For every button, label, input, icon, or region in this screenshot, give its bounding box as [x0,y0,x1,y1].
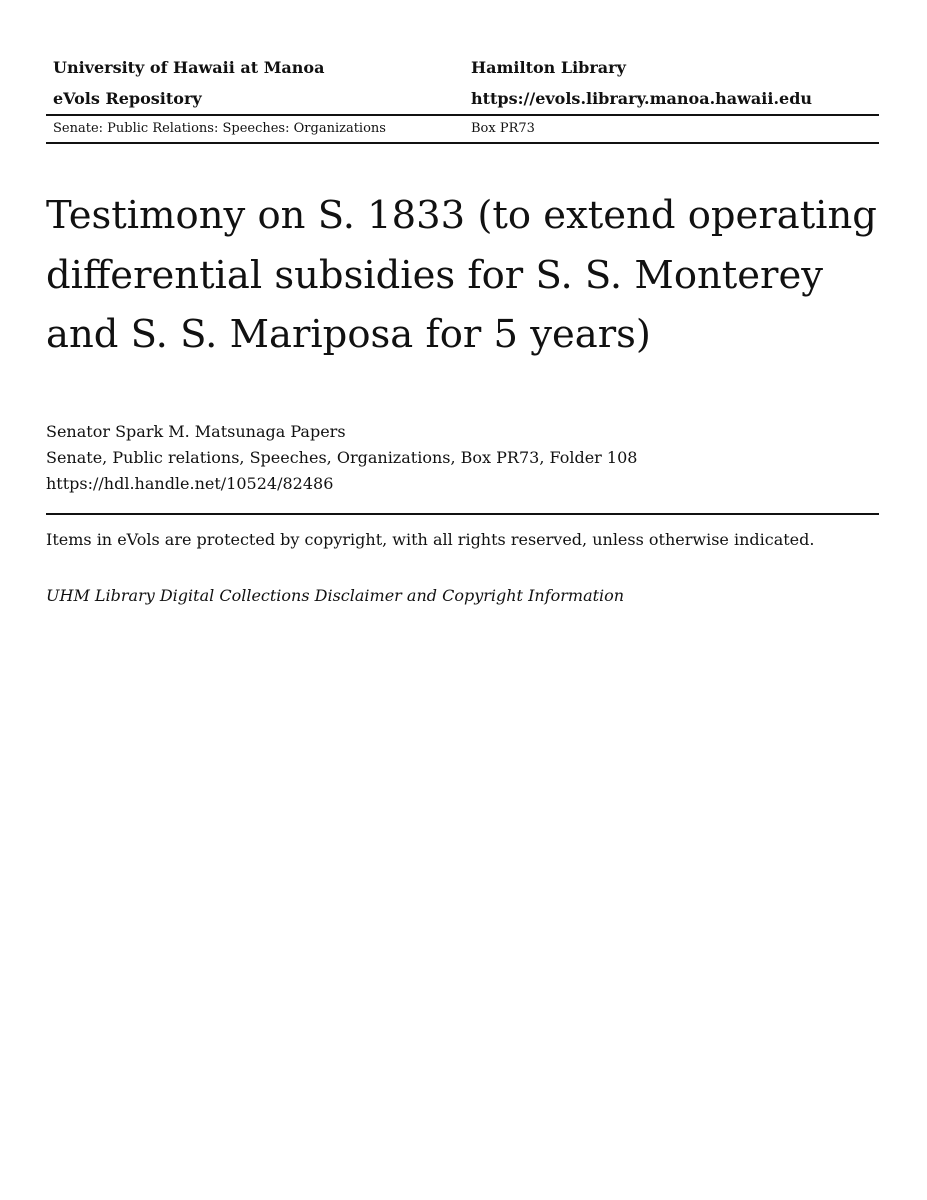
library-name: Hamilton Library [471,58,626,77]
repository-name: eVols Repository [53,89,202,108]
institution-name: University of Hawaii at Manoa [53,58,325,77]
collection-name: Senator Spark M. Matsunaga Papers [46,422,346,441]
document-title: Testimony on S. 1833 (to extend operating differential subsidies for S. S. Monterey and S. S. Mariposa for 5 years) [46,193,877,357]
repository-url[interactable]: https://evols.library.manoa.hawaii.edu [471,89,813,108]
header-row-3 [46,116,879,142]
folder-location: Senate, Public relations, Speeches, Organizations, Box PR73, Folder 108 [46,448,638,467]
document-metadata [46,419,637,497]
header-row-1 [46,52,879,83]
header-divider-bottom [46,142,879,144]
header-row-2 [46,83,879,114]
disclaimer-link[interactable]: UHM Library Digital Collections Disclaimer and Copyright Information [46,586,625,605]
box-label: Box PR73 [471,121,535,136]
collection-path: Senate: Public Relations: Speeches: Organizations [53,121,386,136]
repository-header [46,52,879,144]
footer-divider [46,513,879,515]
handle-link[interactable]: https://hdl.handle.net/10524/82486 [46,474,334,493]
copyright-notice: Items in eVols are protected by copyright, with all rights reserved, unless otherwise indicated. [46,530,815,549]
